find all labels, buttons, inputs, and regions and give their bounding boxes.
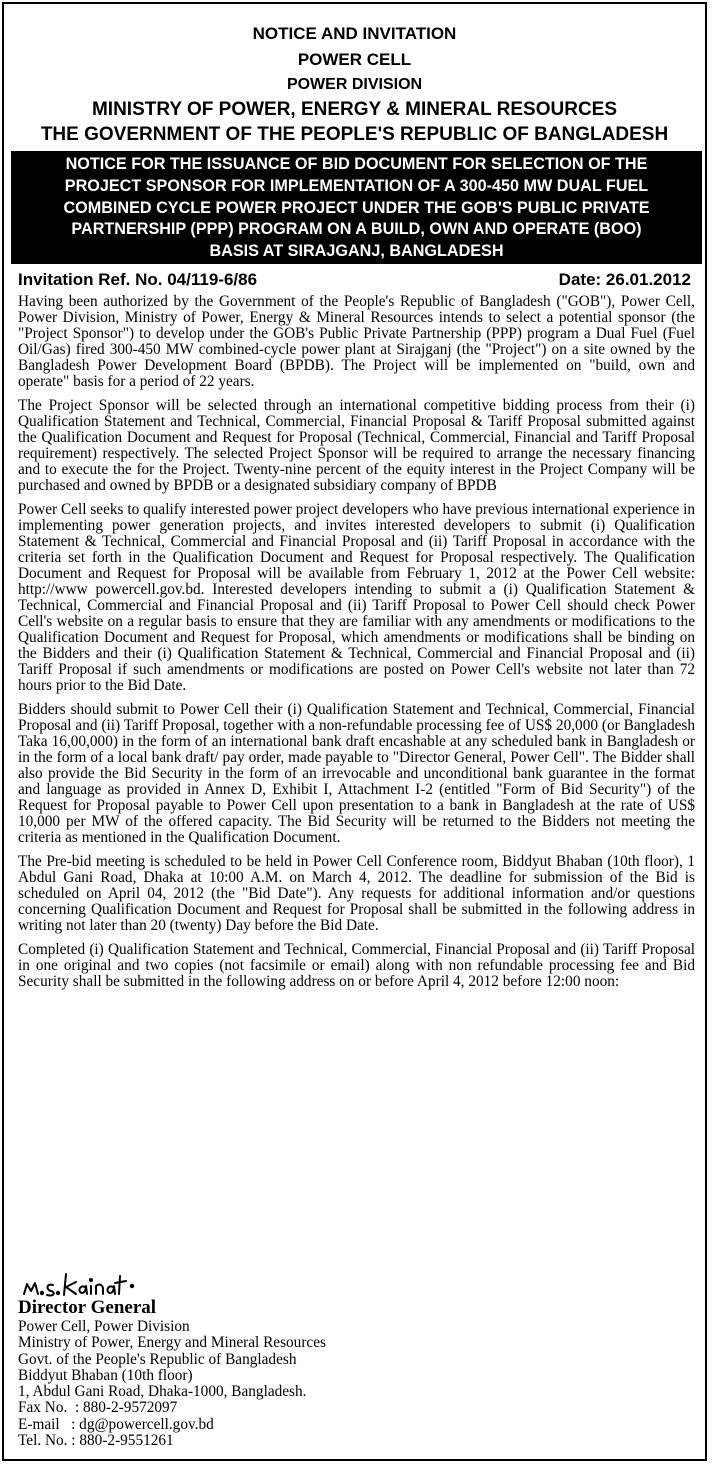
- paragraph-pre-bid-meeting: The Pre-bid meeting is scheduled to be held in Power Cell Conference room, Biddyut Bhaban (10th floor), 1 Abdul Gani Road, Dhaka at 10:00 A.M. on March 4, 2012. The deadline for submission of the Bid is scheduled on April 04, 2012 (the "Bid Date"). Any requests for additional information and/or questions concerning Qualification Document and Request for Proposal shall be submitted in the following address in writing not later than 20 (twenty) Day before the Bid Date.: [18, 853, 695, 934]
- banner-line: PROJECT SPONSOR FOR IMPLEMENTATION OF A 300-450 MW DUAL FUEL: [64, 176, 649, 195]
- address-line: Govt. of the People's Republic of Bangladesh: [18, 1350, 297, 1368]
- banner-line: BASIS AT SIRAJGANJ, BANGLADESH: [209, 242, 504, 261]
- paragraph-submission: Completed (i) Qualification Statement and Technical, Commercial, Financial Proposal and (ii) Tariff Proposal in one original and two copies (not facsimile or email) along with non refundable processing fee and Bid Security shall be submitted in the following address on or before April 4, 2012 before 12:00 noon:: [18, 941, 695, 990]
- banner-line: NOTICE FOR THE ISSUANCE OF BID DOCUMENT FOR SELECTION OF THE: [65, 155, 648, 173]
- paragraph-bid-security: Bidders should submit to Power Cell their (i) Qualification Statement and Technical, Commercial, Financial Proposal and (ii) Tariff Proposal, together with a non-refundable processing fee of US$ 20,000 (or Bangladesh Taka 16,00,000) in the form of an international bank draft encashable at any scheduled bank in Bangladesh or in the form of a local bank draft/ pay order, made payable to "Director General, Power Cell". The Bidder shall also provide the Bid Security in the form of an irrevocable and unconditional bank guarantee in the format and language as provided in Annex D, Exhibit I, Attachment I-2 (entitled "Form of Bid Security") of the Request for Proposal payable to Power Cell upon presentation to a bank in Bangladesh at the rate of US$ 10,000 per MW of the offered capacity. The Bid Security will be returned to the Bidders not meeting the criteria as mentioned in the Qualification Document.: [18, 701, 695, 846]
- invitation-reference: Invitation Ref. No. 04/119-6/86: [18, 270, 258, 289]
- signatory-title: Director General: [18, 1297, 157, 1318]
- banner-line: PARTNERSHIP (PPP) PROGRAM ON A BUILD, OWN AND OPERATE (BOO): [71, 220, 642, 239]
- notice-body: [18, 294, 695, 998]
- address-line: 1, Abdul Gani Road, Dhaka-1000, Bangladesh.: [18, 1383, 307, 1401]
- ministry-heading: MINISTRY OF POWER, ENERGY & MINERAL RESOURCES: [91, 99, 618, 120]
- paragraph-authorization: Having been authorized by the Government of the People's Republic of Bangladesh ("GOB"), Power Cell, Power Division, Ministry of Power, Energy & Mineral Resources intends to select a potential sponsor (the "Project Sponsor") to develop under the GOB's Public Private Partnership (PPP) program a Dual Fuel (Fuel Oil/Gas) fired 300-450 MW combined-cycle power plant at Sirajganj (the "Project") on a site owned by the Bangladesh Power Development Board (BPDB). The Project will be implemented on "build, own and operate" basis for a period of 22 years.: [18, 293, 695, 390]
- government-heading: THE GOVERNMENT OF THE PEOPLE'S REPUBLIC OF BANGLADESH: [40, 124, 669, 145]
- address-block: [18, 1297, 326, 1449]
- address-line: Power Cell, Power Division: [18, 1318, 190, 1335]
- power-cell-heading: POWER CELL: [297, 50, 412, 69]
- power-division-heading: POWER DIVISION: [286, 76, 423, 93]
- notice-title-banner: [11, 151, 702, 264]
- notice-page: [2, 2, 707, 1461]
- fax-number: Fax No. : 880-2-9572097: [18, 1399, 178, 1417]
- paragraph-selection: The Project Sponsor will be selected through an international competitive bidding process from their (i) Qualification Statement and Technical, Commercial, Financial Proposal & Tariff Proposal submitted against the Qualification Document and Request for Proposal (Technical, Commercial, Financial and Tariff Proposal requirement) respectively. The selected Project Sponsor will be required to arrange the necessary financing and to execute the for the Project. Twenty-nine percent of the equity interest in the Project Company will be purchased and owned by BPDB or a designated subsidiary company of BPDB: [18, 397, 695, 494]
- reference-line: [18, 270, 691, 290]
- banner-line: COMBINED CYCLE POWER PROJECT UNDER THE GOB'S PUBLIC PRIVATE: [63, 198, 650, 217]
- notice-heading: NOTICE AND INVITATION: [252, 24, 457, 43]
- notice-date: Date: 26.01.2012: [558, 270, 691, 289]
- paragraph-qualification: Power Cell seeks to qualify interested power project developers who have previous international experience in implementing power generation projects, and invites interested developers to submit (i) Qualification Statement & Technical, Commercial and Financial Proposal and (ii) Tariff Proposal in accordance with the criteria set forth in the Qualification Document and Request for Proposal respectively. The Qualification Document and Request for Proposal will be available from February 1, 2012 at the Power Cell website: http://www powercell.gov.bd. Interested developers intending to submit a (i) Qualification Statement & Technical, Commercial and Financial Proposal and (ii) Tariff Proposal to Power Cell should check Power Cell's website on a regular basis to ensure that they are familiar with any amendments or modifications to the Qualification Document and Request for Proposal, which amendments or modifications shall be binding on the Bidders and their (i) Qualification Statement & Technical, Commercial and Financial Proposal and (ii) Tariff Proposal if such amendments or modifications are posted on Power Cell's website not later than 72 hours prior to the Bid Date.: [18, 501, 695, 694]
- address-line: Ministry of Power, Energy and Mineral Resources: [18, 1334, 326, 1352]
- email-address: E-mail : dg@powercell.gov.bd: [18, 1415, 214, 1433]
- telephone-number: Tel. No. : 880-2-9551261: [18, 1432, 174, 1450]
- address-line: Biddyut Bhaban (10th floor): [18, 1366, 193, 1384]
